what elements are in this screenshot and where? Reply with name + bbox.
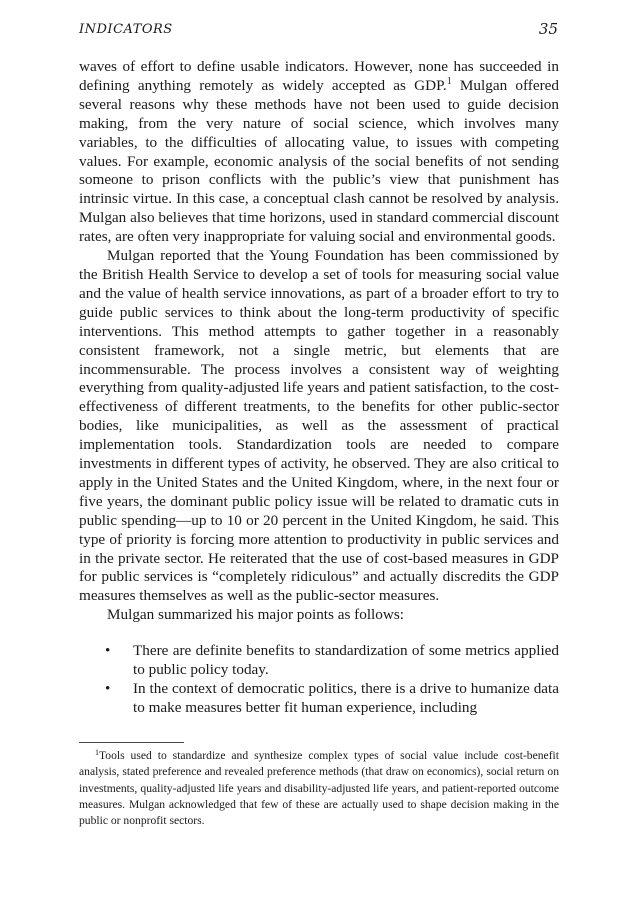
footnote-divider — [79, 742, 184, 743]
list-item — [79, 642, 559, 680]
page-header — [79, 22, 558, 42]
paragraph-3: Mulgan summarized his major points as follows: — [107, 606, 404, 624]
paragraph-1-end: Mulgan offered several reasons why these methods have not been used to guide decision making, from the very nature of social science, which involves many variables, to the difficulties of allocating value, to issues with competing values. For example, economic analysis of the social benefits of not sending someone to prison conflicts with the public’s view that punishment has intrinsic virtue. In this case, a conceptual clash cannot be resolved by analysis. Mulgan also believes that time horizons, used in standard commercial discount rates, are often very inappropriate for valuing social and environmental goods. — [79, 76, 559, 246]
list-item — [79, 680, 559, 718]
footnote-text: Tools used to standardize and synthesize complex types of social value include cost-benefit analysis, stated preference and revealed preference methods (that draw on economics), social return on investments, quality-adjusted life years and disability-adjusted life years, and patient-reported outcome measures. Mulgan acknowledged that few of these are actually used to shape decision making in the public or nonprofit sectors. — [79, 749, 559, 828]
list-item-text: There are definite benefits to standardization of some metrics applied to public policy today. — [133, 642, 559, 679]
list-item-text: In the context of democratic politics, there is a drive to humanize data to make measures better fit human experience, including — [133, 680, 559, 716]
running-head: INDICATORS — [79, 22, 173, 37]
body-text — [79, 58, 559, 718]
bullet-icon: • — [105, 680, 111, 697]
bullet-icon: • — [105, 642, 111, 660]
bullet-list — [79, 642, 559, 718]
footnote-reference: 1 — [446, 75, 452, 87]
paragraph-2: Mulgan reported that the Young Foundation has been commissioned by the British Health Service to develop a set of tools for measuring social value and the value of health service innovations, as part of a broader effort to try to guide public services to think about the long-term productivity of specific interventions. This method attempts to gather together in a reasonably consistent framework, not a single metric, but elements that are incommensurable. The process involves a consistent way of weighting everything from quality-adjusted life years and patient satisfaction, to the cost-effectiveness of different treatments, to the benefits for other public-sector bodies, like municipalities, as well as the assessment of practical implementation tools. Standardization tools are needed to compare investments in different types of activity, he observed. They are also critical to apply in the United States and the United Kingdom, where, in the next four or five years, the dominant public policy issue will be related to dramatic cuts in public spending—up to 10 or 20 percent in the United Kingdom, he said. This type of priority is forcing more attention to productivity in public services and in the private sector. He reiterated that the use of cost-based measures in GDP for public services is “completely ridiculous” and actually discredits the GDP measures themselves as well as the public-sector measures. — [79, 247, 559, 605]
footnote — [79, 748, 559, 829]
paragraph-1 — [79, 58, 559, 247]
paragraph-1-start: waves of effort to define usable indicators. However, none has succeeded in defining anything remotely as widely accepted as GDP. — [79, 58, 559, 94]
footnote-marker: 1 — [95, 748, 99, 757]
page-number: 35 — [538, 20, 558, 38]
